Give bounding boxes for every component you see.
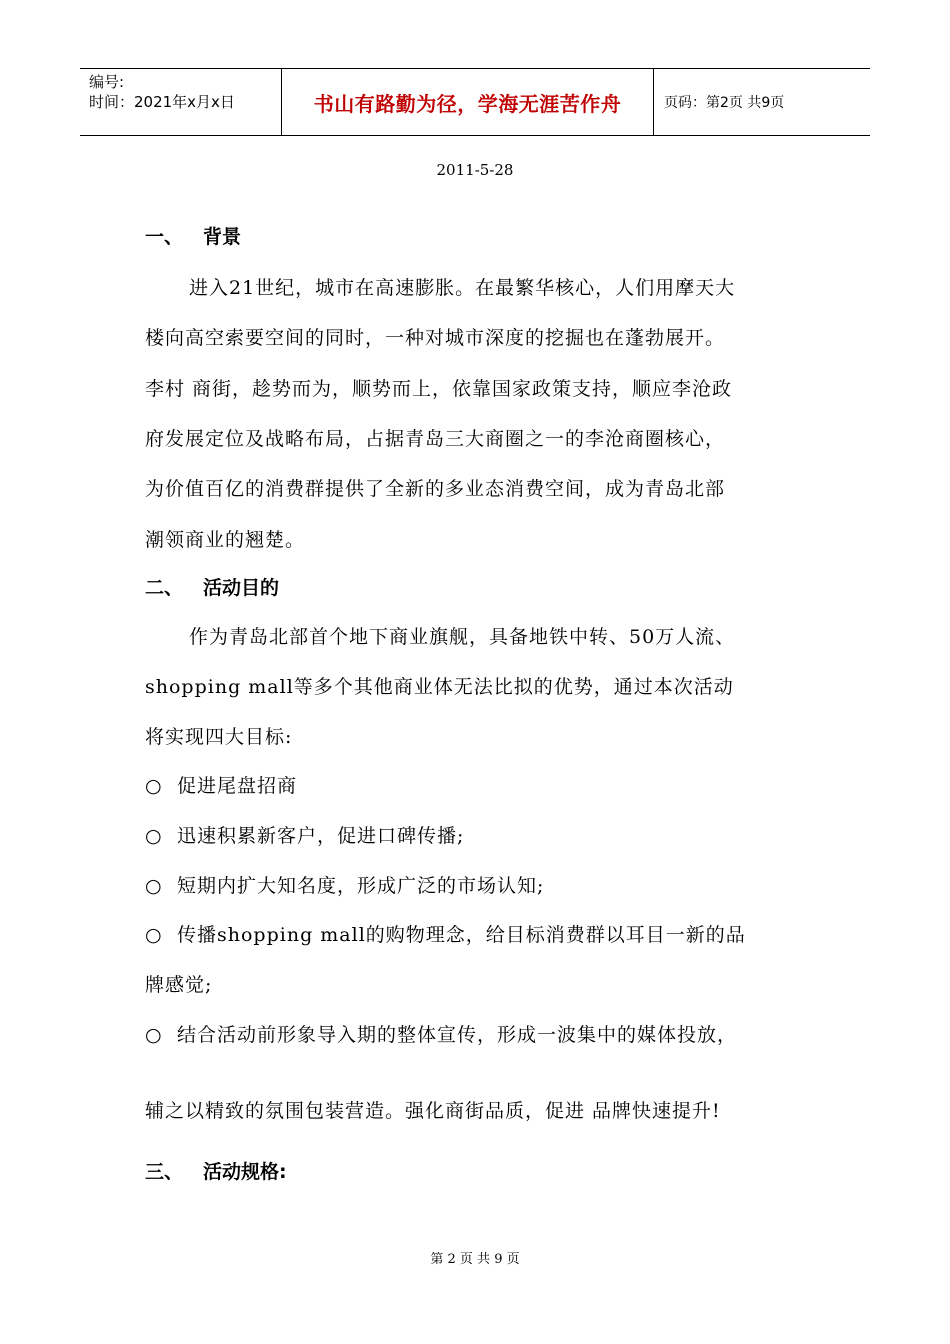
list-item: [145, 771, 297, 798]
section-number: 一、: [145, 226, 184, 248]
circle-bullet-icon: ○: [145, 825, 163, 847]
header-motto: 书山有路勤为径，学海无涯苦作舟: [313, 91, 622, 116]
list-item-text: 传播shopping mall的购物理念，给目标消费群以耳目一新的品: [177, 924, 746, 946]
paragraph-line: 潮领商业的翘楚。: [145, 529, 306, 551]
doc-time-label: 时间：2021年x月x日: [89, 93, 235, 111]
page-footer: 第 2 页 共 9 页: [430, 1252, 520, 1267]
paragraph-line: 为价值百亿的消费群提供了全新的多业态消费空间，成为青岛北部: [145, 478, 726, 500]
paragraph-line: 将实现四大目标:: [145, 726, 293, 748]
list-item: [145, 871, 544, 898]
circle-bullet-icon: ○: [145, 775, 163, 797]
header-info-cell: [80, 69, 281, 135]
paragraph-line: 进入21世纪，城市在高速膨胀。在最繁华核心，人们用摩天大: [189, 277, 736, 299]
circle-bullet-icon: ○: [145, 875, 163, 897]
list-item: [145, 1020, 737, 1047]
section-title: 活动目的: [203, 577, 280, 599]
list-item-text: 促进尾盘招商: [177, 775, 298, 797]
list-item-text: 结合活动前形象导入期的整体宣传，形成一波集中的媒体投放，: [177, 1024, 738, 1046]
list-item-text: 短期内扩大知名度，形成广泛的市场认知;: [177, 875, 545, 897]
section-heading-background: [145, 222, 241, 249]
section-heading-specifications: [145, 1157, 287, 1184]
list-item-continuation: 牌感觉;: [145, 974, 213, 996]
header-motto-cell: [281, 69, 654, 135]
section-title: 活动规格:: [203, 1161, 287, 1183]
circle-bullet-icon: ○: [145, 1024, 163, 1046]
list-item-text: 迅速积累新客户，促进口碑传播;: [177, 825, 465, 847]
section-title: 背景: [203, 226, 242, 248]
paragraph-line: 作为青岛北部首个地下商业旗舰，具备地铁中转、50万人流、: [189, 626, 736, 648]
circle-bullet-icon: ○: [145, 924, 163, 946]
paragraph-line: 府发展定位及战略布局，占据青岛三大商圈之一的李沧商圈核心，: [145, 428, 726, 450]
paragraph-line: 楼向高空索要空间的同时，一种对城市深度的挖掘也在蓬勃展开。: [145, 327, 726, 349]
doc-number-label: 编号:: [89, 73, 125, 91]
section-number: 三、: [145, 1161, 184, 1183]
paragraph-line: 李村 商街，趁势而为，顺势而上，依靠国家政策支持，顺应李沧政: [145, 378, 733, 400]
doc-date: 2011-5-28: [436, 161, 514, 179]
list-item: [145, 821, 464, 848]
header-page-cell: [654, 69, 870, 135]
list-item-continuation: 辅之以精致的氛围包装营造。强化商街品质，促进 品牌快速提升!: [145, 1100, 721, 1122]
section-heading-objectives: [145, 573, 279, 600]
paragraph-line: shopping mall等多个其他商业体无法比拟的优势，通过本次活动: [145, 676, 734, 698]
header-page-label: 页码：第2页 共9页: [664, 95, 785, 111]
header-table: [80, 68, 870, 136]
section-number: 二、: [145, 577, 184, 599]
list-item: [145, 920, 746, 947]
